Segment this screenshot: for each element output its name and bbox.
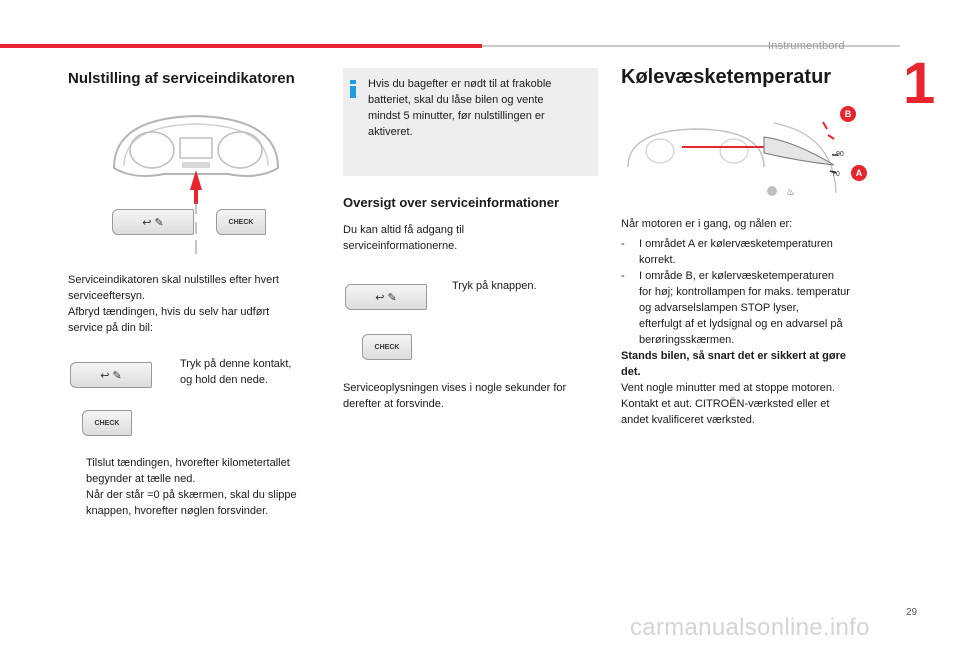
watermark: carmanualsonline.info (630, 614, 870, 641)
check-button-image-2: CHECK (82, 410, 132, 436)
instrument-panel-illustration (108, 110, 284, 205)
check-button-image: CHECK (216, 209, 266, 235)
left-section-title: Nulstilling af serviceindikatoren (68, 70, 295, 87)
check-button-image-3: CHECK (362, 334, 412, 360)
service-wrench-icon: ↩ ✎ (375, 291, 397, 304)
gauge-label-90: 90 (836, 151, 844, 158)
middle-outro-text: Serviceoplysningen vises i nogle sekunder for derefter at forsvinde. (343, 382, 567, 410)
svg-text:♨: ♨ (786, 187, 795, 198)
chapter-number: 1 (903, 51, 936, 116)
page-number: 29 (906, 607, 918, 618)
right-intro-text: Når motoren er i gang, og nålen er: (621, 218, 793, 230)
right-warning-text: Stands bilen, så snart det er sikkert at gøre det. (621, 350, 846, 378)
gauge-label-70: 70 (832, 171, 840, 178)
gauge-marker-a: A (851, 165, 867, 181)
service-button-image (112, 209, 194, 235)
service-wrench-icon: ↩ ✎ (142, 216, 164, 229)
separator-lines (195, 202, 198, 254)
service-wrench-icon: ↩ ✎ (100, 369, 122, 382)
header-accent-bar (0, 44, 482, 48)
left-intro-text: Serviceindikatoren skal nulstilles efter hvert serviceeftersyn. Afbryd tændingen, hvis du selv har udført service på din bil: (68, 274, 279, 334)
middle-intro-text: Du kan altid få adgang til serviceinformationerne. (343, 224, 465, 252)
right-section-title: Kølevæsketemperatur (621, 66, 832, 88)
section-title: Instrumentbord (768, 40, 845, 52)
service-button-image-2 (70, 362, 152, 388)
gauge-marker-b: B (840, 106, 856, 122)
right-outro-text: Vent nogle minutter med at stoppe motoren. Kontakt et aut. CITROËN-værksted eller et andet kvalificeret værksted. (621, 382, 836, 426)
info-icon (350, 80, 356, 98)
middle-section-title: Oversigt over serviceinformationer (343, 195, 560, 210)
service-button-image-3 (345, 284, 427, 310)
info-box-text: Hvis du bagefter er nødt til at frakoble batteriet, skal du låse bilen og vente mindst 5 minutter, før nulstillingen er aktiveret. (368, 78, 552, 138)
